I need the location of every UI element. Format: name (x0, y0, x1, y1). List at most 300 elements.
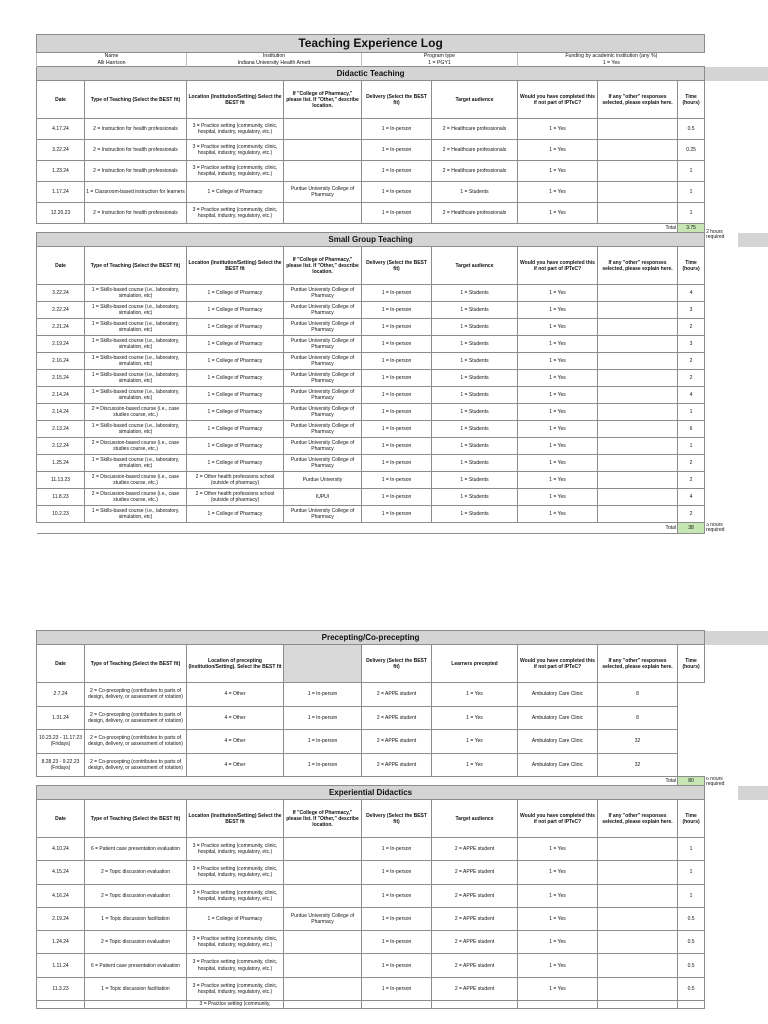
audience-cell: 1 = Students (432, 506, 518, 523)
other-explain-cell (598, 119, 678, 140)
date-cell: 2.14.24 (37, 404, 85, 421)
audience-cell: 2 = Healthcare professionals (432, 203, 518, 224)
date-cell: 11.3.23 (37, 977, 85, 1000)
date-cell: 11.8.23 (37, 489, 85, 506)
table-row (37, 336, 768, 353)
other-explain-cell (598, 285, 678, 302)
location-cell: 3 = Practice setting (community, clinic, hospital, industry, regulatory, etc.) (187, 119, 284, 140)
time-cell: 0.5 (678, 119, 705, 140)
audience-cell: 2 = APPE student (432, 838, 518, 861)
small-group-total-label: Total (37, 523, 678, 534)
time-cell: 1 (678, 884, 705, 907)
blank-cell (705, 683, 738, 707)
location-cell: 1 = College of Pharmacy (187, 421, 284, 438)
audience-cell: 1 = Students (432, 370, 518, 387)
would-complete-cell: 1 = Yes (518, 907, 598, 930)
audience-cell: 1 = Students (432, 438, 518, 455)
col-header-date: Date (37, 800, 85, 838)
blank-cell (738, 336, 768, 353)
section-title-experiential: Experiential Didactics (37, 786, 705, 800)
table-row (37, 140, 768, 161)
location-cell: 3 = Practice setting (community, clinic, hospital, industry, regulatory, etc.) (187, 203, 284, 224)
precepting-total-value: 80 (678, 777, 705, 786)
cop-cell (284, 861, 362, 884)
delivery-cell: 1 = In-person (362, 907, 432, 930)
table-row (37, 954, 768, 977)
type-cell: 2 = Co-precepting (contributes to parts of design, delivery, or assessment of rotation) (85, 706, 187, 730)
location-cell: 1 = College of Pharmacy (187, 455, 284, 472)
table-row (37, 387, 768, 404)
col-header-type: Type of Teaching (Select the BEST fit) (85, 800, 187, 838)
would-complete-cell: 1 = Yes (518, 861, 598, 884)
location-cell: 3 = Practice setting (community, clinic, hospital, industry, regulatory, etc.) (187, 140, 284, 161)
col-header-learners: Learners precepted (432, 645, 518, 683)
blank-cell (705, 954, 738, 977)
type-cell: 1 = Classroom-based instruction for learners (85, 182, 187, 203)
cop-cell (284, 161, 362, 182)
other-explain-cell: Ambulatory Care Clinic (518, 730, 598, 754)
blank-cell (738, 285, 768, 302)
blank-cell (705, 370, 738, 387)
audience-cell: 2 = Healthcare professionals (432, 140, 518, 161)
location-cell: 3 = Practice setting (community, clinic, hospital, industry, regulatory, etc.) (187, 977, 284, 1000)
audience-cell: 2 = APPE student (432, 977, 518, 1000)
type-cell: 1 = Skills-based course (i.e., laboratory, simulation, etc) (85, 302, 187, 319)
other-explain-cell (598, 931, 678, 954)
blank-cell (705, 884, 738, 907)
blank-cell (678, 753, 705, 777)
time-cell: 4 (678, 489, 705, 506)
cop-cell: Purdue University (284, 472, 362, 489)
date-cell: 2.13.24 (37, 421, 85, 438)
type-cell: 1 = Skills-based course (i.e., laboratory, simulation, etc) (85, 506, 187, 523)
would-complete-cell: 1 = Yes (518, 319, 598, 336)
col-header-audience: Target audience (432, 800, 518, 838)
table-row (37, 119, 768, 140)
table-row (37, 683, 768, 707)
would-complete-cell: 1 = Yes (518, 977, 598, 1000)
blank-cell (705, 119, 738, 140)
type-cell: 1 = Skills-based course (i.e., laboratory, simulation, etc) (85, 387, 187, 404)
col-header-location: Location (Institution/Setting) Select the BEST fit (187, 800, 284, 838)
blank-cell (738, 506, 768, 523)
delivery-cell: 1 = In-person (362, 438, 432, 455)
blank-cell (678, 706, 705, 730)
time-cell: 3 (678, 336, 705, 353)
date-cell: 2.16.24 (37, 353, 85, 370)
date-cell: 1.31.24 (37, 706, 85, 730)
delivery-cell: 1 = In-person (362, 336, 432, 353)
would-complete-cell: 1 = Yes (432, 683, 518, 707)
blank-cell (705, 421, 738, 438)
other-explain-cell (598, 336, 678, 353)
blank-cell (738, 954, 768, 977)
blank-cell (738, 140, 768, 161)
blank-cell (738, 370, 768, 387)
blank-cell (705, 387, 738, 404)
cop-cell (284, 140, 362, 161)
blank-cell (738, 455, 768, 472)
delivery-cell: 1 = In-person (362, 489, 432, 506)
table-row (37, 753, 768, 777)
audience-cell: 1 = Students (432, 455, 518, 472)
small-group-required: 3 hours required (705, 523, 738, 534)
date-cell: 10.23.23 - 11.17.23 (Fridays) (37, 730, 85, 754)
type-cell: 2 = Topic discussion evaluation (85, 931, 187, 954)
type-cell: 1 = Skills-based course (i.e., laboratory, simulation, etc) (85, 370, 187, 387)
learners-cell: 2 = APPE student (362, 730, 432, 754)
type-cell: 1 = Topic discussion facilitation (85, 977, 187, 1000)
table-row (37, 203, 768, 224)
time-cell: 2 (678, 455, 705, 472)
other-explain-cell (598, 455, 678, 472)
didactic-rows (37, 119, 768, 224)
learners-cell: 2 = APPE student (362, 753, 432, 777)
type-cell: 1 = Skills-based course (i.e., laboratory, simulation, etc) (85, 353, 187, 370)
time-cell: 8 (598, 683, 678, 707)
blank-cell (738, 353, 768, 370)
table-row (37, 838, 768, 861)
would-complete-cell: 1 = Yes (518, 438, 598, 455)
blank-cell (738, 884, 768, 907)
info-value-name: Alli Harrison (37, 60, 187, 67)
cop-cell: Purdue University College of Pharmacy (284, 319, 362, 336)
cop-cell: Purdue University College of Pharmacy (284, 336, 362, 353)
delivery-cell: 1 = In-person (362, 285, 432, 302)
time-cell: 1 (678, 203, 705, 224)
location-cell: 1 = College of Pharmacy (187, 506, 284, 523)
type-cell: 1 = Skills-based course (i.e., laboratory, simulation, etc) (85, 285, 187, 302)
delivery-cell: 1 = In-person (362, 319, 432, 336)
table-row (37, 353, 768, 370)
precepting-required: 6 hours required (705, 777, 738, 800)
delivery-cell: 1 = In-person (362, 931, 432, 954)
type-cell: 2 = Discussion-based course (i.e., case studies course, etc.) (85, 404, 187, 421)
section-title-small-group: Small Group Teaching (37, 233, 705, 247)
info-header-program: Program type (362, 53, 518, 60)
didactic-required: 2 hours required (705, 224, 738, 247)
other-explain-cell (598, 977, 678, 1000)
time-cell: 1 (678, 182, 705, 203)
type-cell: 2 = Co-precepting (contributes to parts of design, delivery, or assessment of rotation) (85, 730, 187, 754)
info-value-program: 1 = PGY1 (362, 60, 518, 67)
table-row (37, 506, 768, 523)
other-explain-cell (598, 954, 678, 977)
time-cell: 1 (678, 161, 705, 182)
blank-cell (738, 302, 768, 319)
col-header-date: Date (37, 247, 85, 285)
time-cell: 2 (678, 506, 705, 523)
other-explain-cell (598, 489, 678, 506)
other-explain-cell (598, 421, 678, 438)
delivery-cell: 1 = In-person (362, 954, 432, 977)
col-header-time: Time (hours) (678, 645, 705, 683)
delivery-cell: 1 = In-person (362, 861, 432, 884)
would-complete-cell: 1 = Yes (518, 302, 598, 319)
cop-cell (284, 838, 362, 861)
didactic-total-value: 3.75 (678, 224, 705, 233)
date-cell: 2.21.24 (37, 319, 85, 336)
other-explain-cell (598, 861, 678, 884)
delivery-cell: 1 = In-person (362, 838, 432, 861)
cop-cell (284, 977, 362, 1000)
delivery-cell: 1 = In-person (362, 387, 432, 404)
type-cell: 2 = Discussion-based course (i.e., case studies course, etc.) (85, 438, 187, 455)
blank-cell (705, 838, 738, 861)
blank-cell (705, 489, 738, 506)
audience-cell: 1 = Students (432, 182, 518, 203)
experiential-rows (37, 838, 768, 1001)
learners-cell: 2 = APPE student (362, 706, 432, 730)
type-cell: 1 = Skills-based course (i.e., laboratory, simulation, etc) (85, 336, 187, 353)
would-complete-cell: 1 = Yes (518, 140, 598, 161)
delivery-cell: 1 = In-person (362, 353, 432, 370)
col-header-date: Date (37, 81, 85, 119)
audience-cell: 2 = APPE student (432, 907, 518, 930)
date-cell: 3.22.24 (37, 140, 85, 161)
time-cell: 0.5 (678, 931, 705, 954)
table-row (37, 489, 768, 506)
audience-cell: 1 = Students (432, 421, 518, 438)
cop-cell: IUPUI (284, 489, 362, 506)
delivery-cell: 1 = In-person (362, 404, 432, 421)
cop-cell (284, 954, 362, 977)
partial-location-cell: 3 = Practice setting (community, (187, 1001, 284, 1009)
learners-cell: 2 = APPE student (362, 683, 432, 707)
cop-cell: Purdue University College of Pharmacy (284, 302, 362, 319)
table-row (37, 730, 768, 754)
col-header-type: Type of Teaching (Select the BEST fit) (85, 81, 187, 119)
cop-cell (284, 931, 362, 954)
col-header-prec-location: Location of precepting (Institution/Setting). Select the BEST fit (187, 645, 284, 683)
other-explain-cell: Ambulatory Care Clinic (518, 706, 598, 730)
time-cell: 1 (678, 838, 705, 861)
blank-cell (705, 907, 738, 930)
would-complete-cell: 1 = Yes (518, 182, 598, 203)
location-cell: 2 = Other health professions school (outside of pharmacy) (187, 489, 284, 506)
type-cell: 2 = Instruction for health professionals (85, 119, 187, 140)
location-cell: 3 = Practice setting (community, clinic, hospital, industry, regulatory, etc.) (187, 861, 284, 884)
blank-cell (738, 119, 768, 140)
other-explain-cell (598, 319, 678, 336)
date-cell: 1.24.24 (37, 931, 85, 954)
cop-cell: Purdue University College of Pharmacy (284, 907, 362, 930)
date-cell: 2.19.24 (37, 336, 85, 353)
cop-cell: Purdue University College of Pharmacy (284, 182, 362, 203)
would-complete-cell: 1 = Yes (518, 119, 598, 140)
table-row (37, 182, 768, 203)
col-header-would: Would you have completed this if not part of IPTeC? (518, 247, 598, 285)
location-cell: 4 = Other (187, 730, 284, 754)
would-complete-cell: 1 = Yes (518, 421, 598, 438)
blank-cell (705, 730, 738, 754)
would-complete-cell: 1 = Yes (518, 161, 598, 182)
delivery-cell: 1 = In-person (284, 730, 362, 754)
cop-cell: Purdue University College of Pharmacy (284, 387, 362, 404)
other-explain-cell: Ambulatory Care Clinic (518, 683, 598, 707)
time-cell: 0.25 (678, 140, 705, 161)
would-complete-cell: 1 = Yes (518, 838, 598, 861)
didactic-total-label: Total (37, 224, 678, 233)
blank-cell (705, 706, 738, 730)
type-cell: 2 = Instruction for health professionals (85, 161, 187, 182)
log-table-top (36, 34, 768, 534)
date-cell: 2.12.24 (37, 438, 85, 455)
date-cell: 2.19.24 (37, 907, 85, 930)
col-header-time: Time (hours) (678, 247, 705, 285)
would-complete-cell: 1 = Yes (518, 954, 598, 977)
type-cell: 2 = Discussion-based course (i.e., case studies course, etc.) (85, 472, 187, 489)
blank-cell (738, 404, 768, 421)
audience-cell: 2 = APPE student (432, 954, 518, 977)
type-cell: 1 = Skills-based course (i.e., laboratory, simulation, etc) (85, 319, 187, 336)
date-cell: 4.15.24 (37, 861, 85, 884)
delivery-cell: 1 = In-person (362, 119, 432, 140)
precepting-rows (37, 683, 768, 777)
time-cell: 1 (678, 404, 705, 421)
col-header-delivery: Delivery (Select the BEST fit) (362, 81, 432, 119)
col-header-audience: Target audience (432, 247, 518, 285)
would-complete-cell: 1 = Yes (518, 455, 598, 472)
location-cell: 4 = Other (187, 753, 284, 777)
date-cell: 2.7.24 (37, 683, 85, 707)
table-row (37, 285, 768, 302)
cop-cell (284, 119, 362, 140)
other-explain-cell (598, 182, 678, 203)
would-complete-cell: 1 = Yes (518, 404, 598, 421)
time-cell: 3 (678, 302, 705, 319)
info-value-funding: 1 = Yes (518, 60, 705, 67)
type-cell: 2 = Topic discussion evaluation (85, 861, 187, 884)
would-complete-cell: 1 = Yes (518, 203, 598, 224)
date-cell: 4.10.24 (37, 838, 85, 861)
type-cell: 2 = Discussion-based course (i.e., case studies course, etc.) (85, 489, 187, 506)
table-row (37, 404, 768, 421)
time-cell: 6 (678, 421, 705, 438)
location-cell: 1 = College of Pharmacy (187, 182, 284, 203)
delivery-cell: 1 = In-person (362, 472, 432, 489)
type-cell: 1 = Topic discussion facilitation (85, 907, 187, 930)
col-header-type: Type of Teaching (Select the BEST fit) (85, 645, 187, 683)
col-header-other: If any "other" responses selected, please explain here. (598, 81, 678, 119)
location-cell: 4 = Other (187, 683, 284, 707)
type-cell: 1 = Skills-based course (i.e., laboratory, simulation, etc) (85, 421, 187, 438)
location-cell: 3 = Practice setting (community, clinic, hospital, industry, regulatory, etc.) (187, 954, 284, 977)
blank-cell (705, 404, 738, 421)
col-header-time: Time (hours) (678, 800, 705, 838)
cop-cell: Purdue University College of Pharmacy (284, 370, 362, 387)
cop-cell (284, 203, 362, 224)
col-header-other: If any "other" responses selected, please explain here. (598, 247, 678, 285)
col-header-delivery: Delivery (Select the BEST fit) (362, 800, 432, 838)
other-explain-cell (598, 438, 678, 455)
table-row (37, 907, 768, 930)
blank-cell (705, 319, 738, 336)
would-complete-cell: 1 = Yes (518, 884, 598, 907)
other-explain-cell (598, 370, 678, 387)
would-complete-cell: 1 = Yes (518, 931, 598, 954)
precepting-total-label: Total (37, 777, 678, 786)
would-complete-cell: 1 = Yes (518, 387, 598, 404)
audience-cell: 2 = APPE student (432, 861, 518, 884)
col-header-time: Time (hours) (678, 81, 705, 119)
table-row (37, 421, 768, 438)
table-row (37, 977, 768, 1000)
would-complete-cell: 1 = Yes (518, 489, 598, 506)
col-header-would: Would you have completed this if not part of IPTeC? (518, 81, 598, 119)
blank-cell (705, 302, 738, 319)
date-cell: 8.28.23 - 9.22.23 (Fridays) (37, 753, 85, 777)
delivery-cell: 1 = In-person (362, 302, 432, 319)
date-cell: 1.11.24 (37, 954, 85, 977)
time-cell: 4 (678, 285, 705, 302)
audience-cell: 1 = Students (432, 404, 518, 421)
time-cell: 8 (598, 706, 678, 730)
date-cell: 1.25.24 (37, 455, 85, 472)
date-cell: 2.15.24 (37, 370, 85, 387)
col-header-delivery: Delivery (Select the BEST fit) (362, 247, 432, 285)
blank-cell (705, 285, 738, 302)
table-row (37, 931, 768, 954)
blank-cell (738, 861, 768, 884)
time-cell: 4 (678, 387, 705, 404)
time-cell: 2 (678, 370, 705, 387)
location-cell: 1 = College of Pharmacy (187, 302, 284, 319)
blank-cell (705, 140, 738, 161)
location-cell: 3 = Practice setting (community, clinic, hospital, industry, regulatory, etc.) (187, 838, 284, 861)
blank-cell (705, 203, 738, 224)
time-cell: 1 (678, 861, 705, 884)
blank-cell (705, 182, 738, 203)
time-cell: 32 (598, 753, 678, 777)
table-row (37, 370, 768, 387)
log-table-bottom (36, 630, 768, 1009)
blank-cell (705, 336, 738, 353)
blank-cell (705, 753, 738, 777)
cop-cell: Purdue University College of Pharmacy (284, 404, 362, 421)
type-cell: 2 = Co-precepting (contributes to parts of design, delivery, or assessment of rotation) (85, 753, 187, 777)
blank-cell (705, 861, 738, 884)
blank-cell (705, 931, 738, 954)
other-explain-cell (598, 161, 678, 182)
col-header-cop: If "College of Pharmacy," please list. If "Other," describe location. (284, 800, 362, 838)
audience-cell: 1 = Students (432, 285, 518, 302)
cop-cell: Purdue University College of Pharmacy (284, 421, 362, 438)
delivery-cell: 1 = In-person (362, 140, 432, 161)
col-header-cop: If "College of Pharmacy," please list. If "Other," describe location. (284, 81, 362, 119)
blank-cell (705, 472, 738, 489)
blank-cell (678, 730, 705, 754)
date-cell: 2.14.24 (37, 387, 85, 404)
audience-cell: 2 = Healthcare professionals (432, 161, 518, 182)
time-cell: 0.5 (678, 977, 705, 1000)
blank-cell (705, 977, 738, 1000)
type-cell: 6 = Patient case presentation evaluation (85, 838, 187, 861)
audience-cell: 1 = Students (432, 489, 518, 506)
date-cell: 1.23.24 (37, 161, 85, 182)
table-row (37, 161, 768, 182)
date-cell: 4.17.24 (37, 119, 85, 140)
col-header-would: Would you have completed this if not part of IPTeC? (518, 800, 598, 838)
delivery-cell: 1 = In-person (362, 421, 432, 438)
info-value-institution: Indiana University Health Arnett (187, 60, 362, 67)
would-complete-cell: 1 = Yes (432, 706, 518, 730)
blank-cell (738, 161, 768, 182)
location-cell: 1 = College of Pharmacy (187, 404, 284, 421)
blank-cell (705, 353, 738, 370)
col-header-type: Type of Teaching (Select the BEST fit) (85, 247, 187, 285)
time-cell: 2 (678, 319, 705, 336)
